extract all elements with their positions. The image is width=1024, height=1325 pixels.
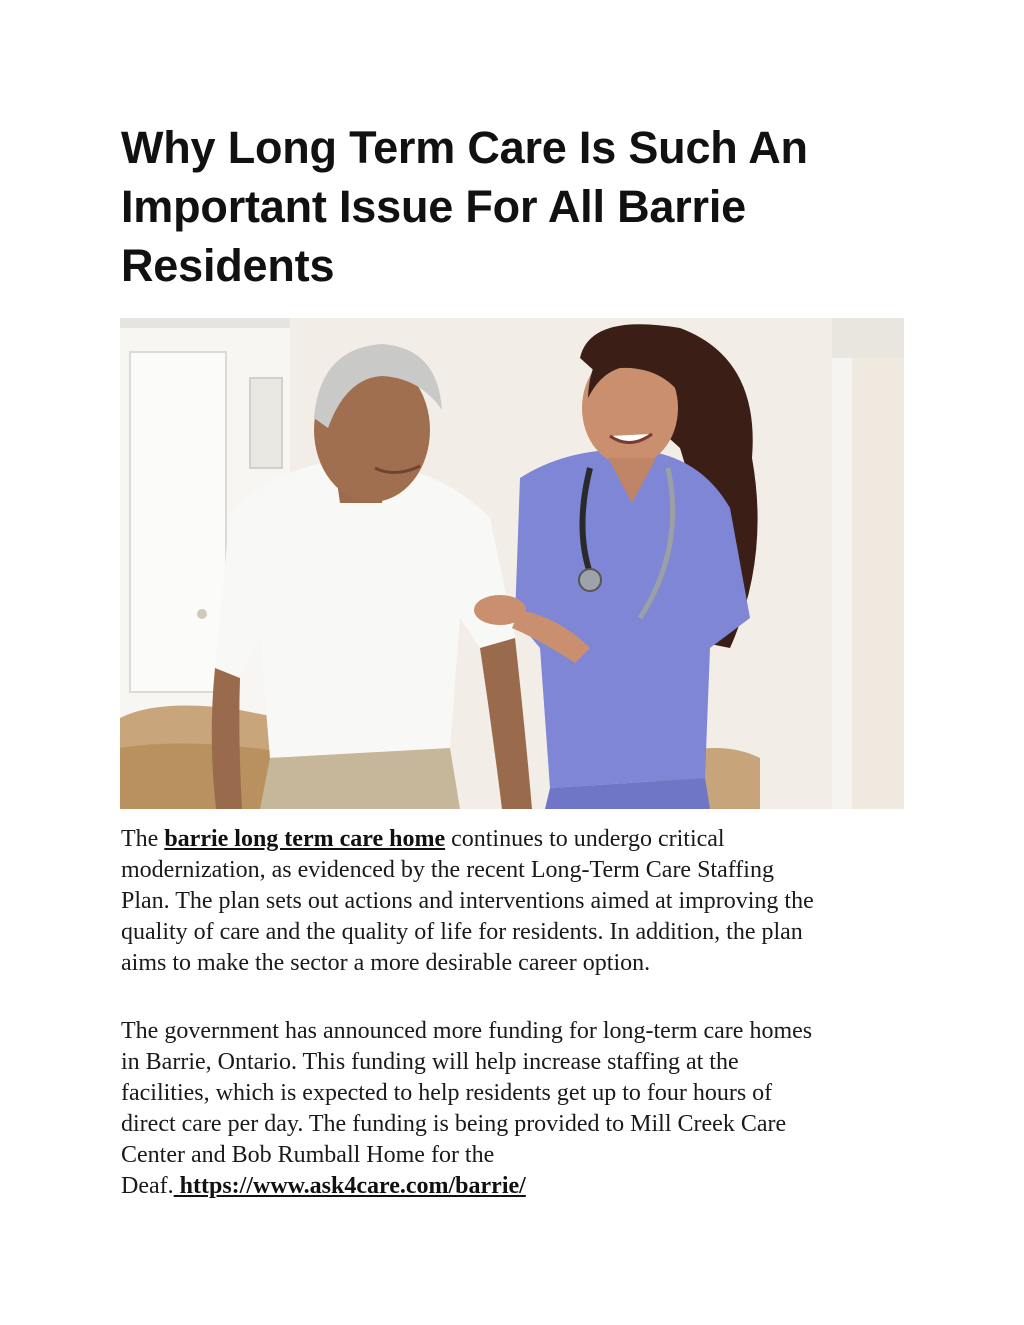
- ask4care-url-link[interactable]: https://www.ask4care.com/barrie/: [173, 1173, 526, 1199]
- funding-line-4: direct care per day. The funding is being provided to Mill Creek Care: [121, 1111, 787, 1137]
- intro-line-3: Plan. The plan sets out actions and interventions aimed at improving the: [121, 888, 814, 914]
- intro-line-1: [121, 824, 911, 855]
- intro-lead: The: [121, 826, 165, 852]
- intro-line-5: aims to make the sector a more desirable career option.: [121, 950, 651, 976]
- funding-line-2: in Barrie, Ontario. This funding will help increase staffing at the: [121, 1049, 739, 1075]
- funding-line-6-lead: Deaf.: [121, 1173, 174, 1199]
- barrie-care-home-link[interactable]: barrie long term care home: [164, 826, 446, 852]
- intro-line-1-rest: continues to undergo critical: [445, 826, 725, 852]
- funding-line-6: [121, 1171, 911, 1202]
- hero-image: [120, 318, 904, 809]
- funding-line-3: facilities, which is expected to help residents get up to four hours of: [121, 1080, 773, 1106]
- page-title: Why Long Term Care Is Such An Important Issue For All Barrie Residents: [121, 122, 808, 291]
- intro-line-2: modernization, as evidenced by the recent Long-Term Care Staffing: [121, 857, 774, 883]
- funding-paragraph: [121, 1016, 911, 1202]
- funding-line-5: Center and Bob Rumball Home for the: [121, 1142, 495, 1168]
- intro-paragraph: [121, 824, 911, 979]
- nurse-helping-senior-illustration: [120, 318, 904, 809]
- funding-line-1: The government has announced more funding for long-term care homes: [121, 1018, 813, 1044]
- intro-line-4: quality of care and the quality of life for residents. In addition, the plan: [121, 919, 803, 945]
